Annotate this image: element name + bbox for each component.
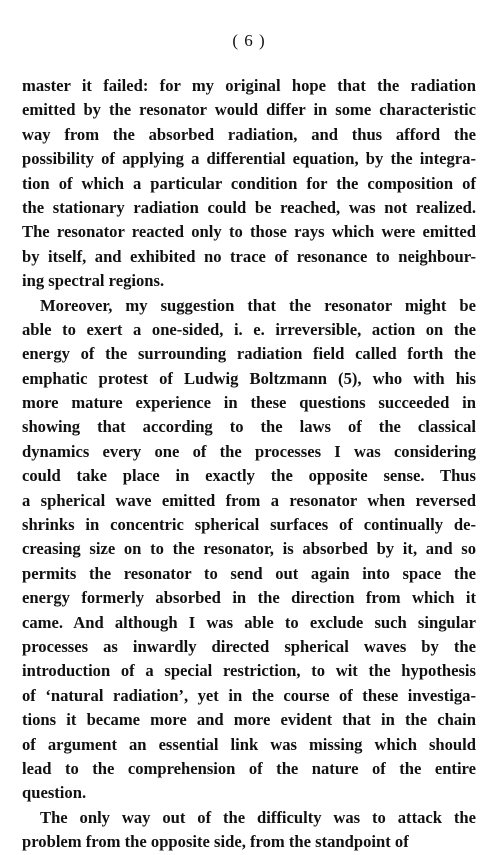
text-line: introduction of a special restriction, to wit the hypothesis [22, 661, 476, 681]
text-line: a spherical wave emitted from a resonator when reversed [22, 490, 476, 510]
text-line: problem from the opposite side, from the standpoint of [22, 832, 409, 852]
paragraph [22, 294, 476, 806]
paragraph [22, 806, 476, 855]
text-line: of ‘natural radiation’, yet in the course of these investiga- [22, 685, 476, 705]
text-line: emitted by the resonator would differ in some characteristic [22, 100, 476, 120]
text-line: more mature experience in these questions succeeded in [22, 393, 476, 413]
text-line: energy of the surrounding radiation field called forth the [22, 344, 476, 364]
text-line: of argument an essential link was missing which should [22, 734, 476, 754]
text-line: ing spectral regions. [22, 271, 165, 291]
body-text [22, 74, 476, 855]
text-line: able to exert a one-sided, i. e. irreversible, action on the [22, 319, 476, 339]
text-line: way from the absorbed radiation, and thus afford the [22, 124, 476, 144]
paragraph [22, 74, 476, 294]
text-line: came. And although I was able to exclude such singular [22, 612, 476, 632]
text-line: tions it became more and more evident that in the chain [22, 710, 476, 730]
text-line: energy formerly absorbed in the direction from which it [22, 588, 476, 608]
text-line: shrinks in concentric spherical surfaces of continually de- [22, 515, 476, 535]
text-line: master it failed: for my original hope that the radiation [22, 76, 476, 95]
text-line: The resonator reacted only to those rays which were emitted [22, 222, 476, 242]
text-line: The only way out of the difficulty was to attack the [40, 807, 476, 827]
text-line: the stationary radiation could be reached, was not realized. [22, 197, 476, 217]
text-line: processes as inwardly directed spherical waves by the [22, 636, 476, 656]
text-line: permits the resonator to send out again into space the [22, 563, 476, 583]
text-line: emphatic protest of Ludwig Boltzmann (5), who with his [22, 368, 476, 388]
text-line: tion of which a particular condition for the composition of [22, 173, 476, 193]
text-line: question. [22, 783, 87, 803]
text-line: creasing size on to the resonator, is absorbed by it, and so [22, 539, 476, 559]
document-page [22, 30, 476, 855]
text-line: dynamics every one of the processes I was considering [22, 441, 476, 461]
text-line: by itself, and exhibited no trace of resonance to neighbour- [22, 246, 476, 266]
page-number: ( 6 ) [232, 31, 266, 50]
text-line: Moreover, my suggestion that the resonator might be [40, 295, 476, 315]
text-line: showing that according to the laws of the classical [22, 417, 476, 437]
text-line: possibility of applying a differential equation, by the integra- [22, 149, 476, 169]
text-line: could take place in exactly the opposite sense. Thus [22, 466, 476, 486]
text-line: lead to the comprehension of the nature of the entire [22, 758, 476, 778]
